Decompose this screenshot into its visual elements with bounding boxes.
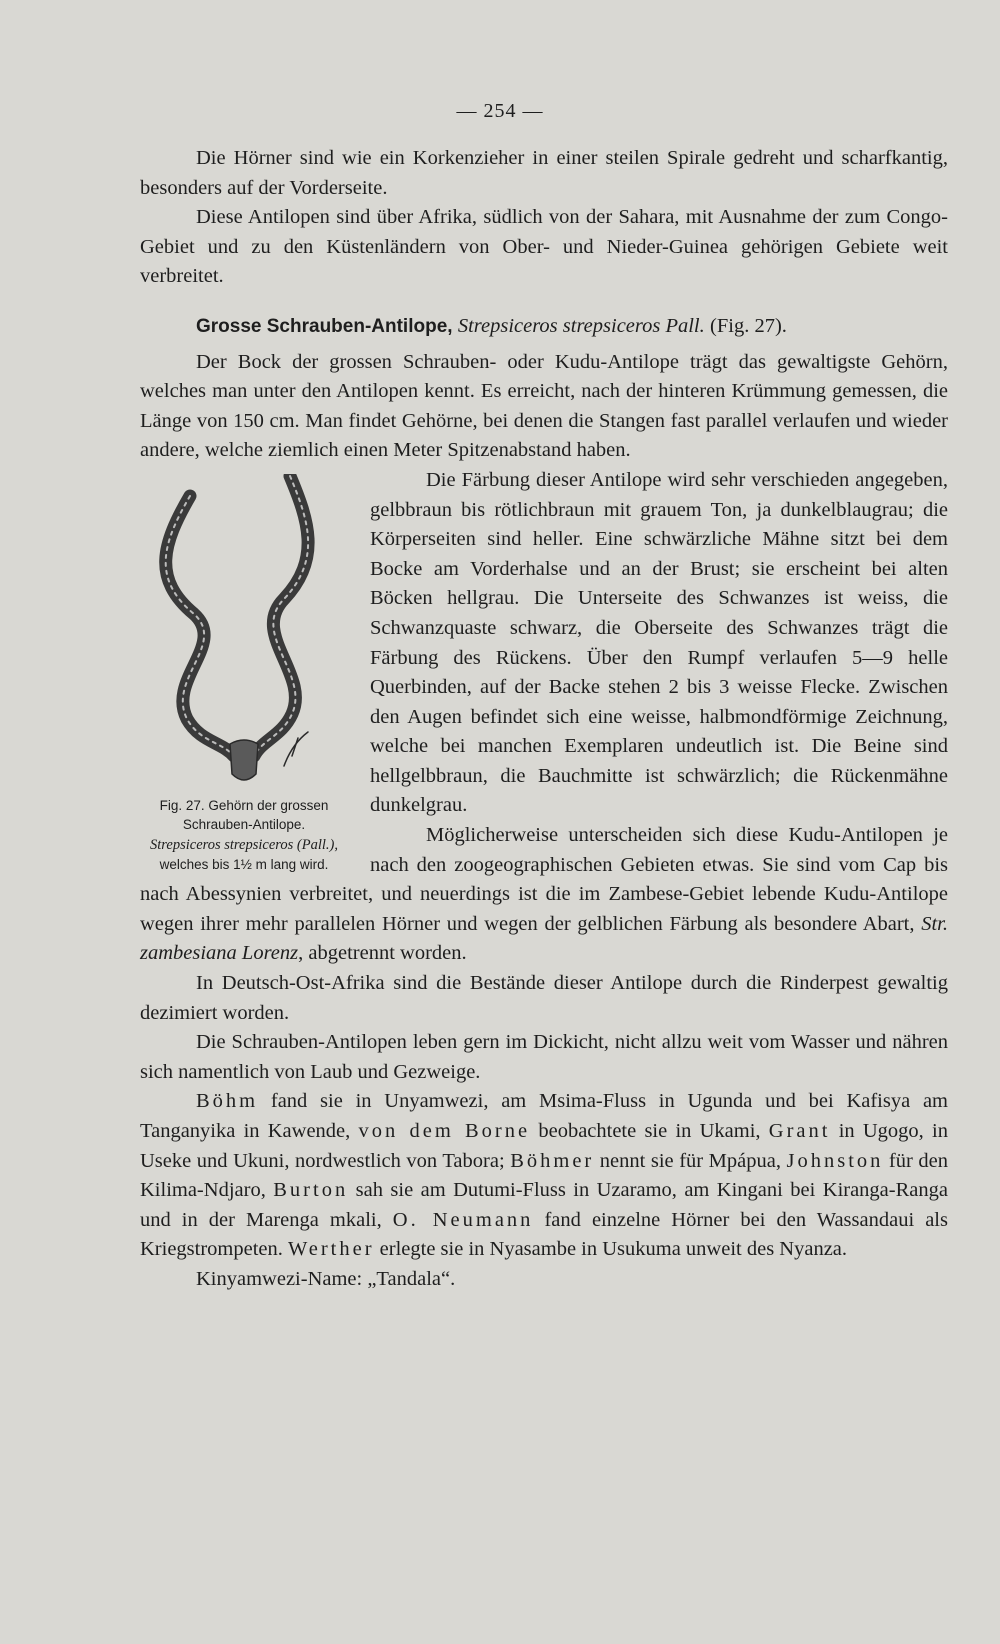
paragraph-coloration: Die Färbung dieser Antilope wird sehr verschieden angegeben, gelbbraun bis rötlichbraun mit grauem Ton, ja dunkelblaugrau; die Körperseiten sind heller. Eine schwärzliche Mähne sitzt bei dem Bocke am Vorderhalse und an der Brust; sie erscheint bei alten Böcken hellgrau. Die Unterseite des Schwanzes ist weiss, die Schwanzquaste schwarz, die Oberseite des Schwanzes trägt die Färbung des Rückens. Über den Rumpf verlaufen 5—9 helle Querbinden, auf der Backe stehen 2 bis 3 weisse Flecke. Zwischen den Augen befindet sich eine weisse, halbmondförmige Zeichnung, welche bei manchen Exemplaren undeutlich ist. Die Beine sind hellgelbbraun, die Bauchmitte ist schwärzlich; die Rückenmähne dunkelgrau. (370, 468, 948, 817)
paragraph-observers (140, 1087, 948, 1265)
figure-caption (132, 796, 356, 875)
name-boehmer: Böhmer (510, 1149, 595, 1172)
heading-fig-ref: (Fig. 27). (710, 314, 787, 337)
figure-kudu-horns (132, 474, 356, 875)
figure-species: Strepsiceros strepsiceros (Pall.), (150, 836, 338, 853)
observers-text-6: sah sie am Dutumi-Fluss in Uzaramo, am Kingani bei Kiranga-Ranga und in der Marenga mkali, (140, 1179, 948, 1231)
observers-text-3: in Ugogo, in Useke und Ukuni, nordwestlich von Tabora; (140, 1120, 948, 1172)
figure-label: Fig. 27. Gehörn der grossen Schrauben-Antilope. (159, 797, 329, 833)
observers-text-5: für den Kilima-Ndjaro, (140, 1149, 948, 1202)
name-johnston: Johnston (786, 1149, 884, 1172)
name-werther: Werther (288, 1238, 375, 1261)
paragraph-horn-shape: Die Hörner sind wie ein Korkenzieher in einer steilen Spirale gedreht und scharfkantig, besonders auf der Vorderseite. (140, 147, 948, 199)
figure-caption-tail: welches bis 1½ m lang wird. (159, 857, 329, 873)
observers-text-7: fand einzelne Hörner bei den Wassandaui als Kriegstrompeten. (140, 1208, 948, 1261)
heading-title: Grosse Schrauben-Antilope, (196, 315, 453, 337)
name-neumann: O. Neumann (392, 1208, 534, 1231)
observers-text-1: fand sie in Unyamwezi, am Msima-Fluss in Ugunda und bei Kafisya am Tanganyika in Kawende, (140, 1090, 948, 1142)
page-number: — 254 — (456, 100, 544, 122)
observers-text-4: nennt sie für Mpápua, (594, 1149, 787, 1172)
text-block-top (140, 144, 948, 1295)
section-heading (140, 312, 948, 342)
paragraph-distribution: Diese Antilopen sind über Afrika, südlich von der Sahara, mit Ausnahme der zum Congo-Gebiet und zu den Küstenländern von Ober- und Nieder-Guinea gehörigen Gebiete weit verbreitet. (140, 206, 948, 288)
subspecies-tail: , abgetrennt worden. (298, 942, 467, 965)
observers-text-2: beobachtete sie in Ukami, (530, 1120, 769, 1142)
paragraph-horn-size: Der Bock der grossen Schrauben- oder Kudu-Antilope trägt das gewaltigste Gehörn, welches man unter den Antilopen kennt. Es erreicht, nach der hinteren Krümmung gemessen, die Länge von 150 cm. Man findet Gehörne, bei denen die Stangen fast parallel verlaufen und wieder andere, welche ziemlich einen Meter Spitzenabstand haben. (140, 350, 948, 462)
observers-text-8: erlegte sie in Nyasambe in Usukuma unweit des Nyanza. (374, 1238, 848, 1261)
heading-species: Strepsiceros strepsiceros Pall. (457, 314, 705, 337)
name-burton: Burton (273, 1179, 349, 1202)
name-boehm: Böhm (196, 1090, 259, 1113)
name-grant: Grant (768, 1120, 831, 1142)
subspecies-name: Str. zambesiana Lorenz (140, 912, 948, 965)
subspecies-text: Möglicherweise unterscheiden sich diese Kudu-Antilopen je nach den zoogeographischen Gebieten etwas. Sie sind vom Cap bis nach Abessynien verbreitet, und neuerdings ist die im Zambese-Gebiet lebende Kudu-Antilope wegen ihrer mehr parallelen Hörner und wegen der gelblichen Färbung als besondere Abart, (140, 824, 948, 935)
name-von-dem-borne: von dem Borne (358, 1120, 531, 1142)
kudu-horns-illustration (132, 474, 356, 794)
paragraph-native-name: Kinyamwezi-Name: „Tandala“. (196, 1267, 456, 1290)
paragraph-rinderpest: In Deutsch-Ost-Afrika sind die Bestände dieser Antilope durch die Rinderpest gewaltig dezimiert worden. (140, 972, 948, 1024)
paragraph-habitat: Die Schrauben-Antilopen leben gern im Dickicht, nicht allzu weit vom Wasser und nähren sich namentlich von Laub und Gezweige. (140, 1031, 948, 1083)
